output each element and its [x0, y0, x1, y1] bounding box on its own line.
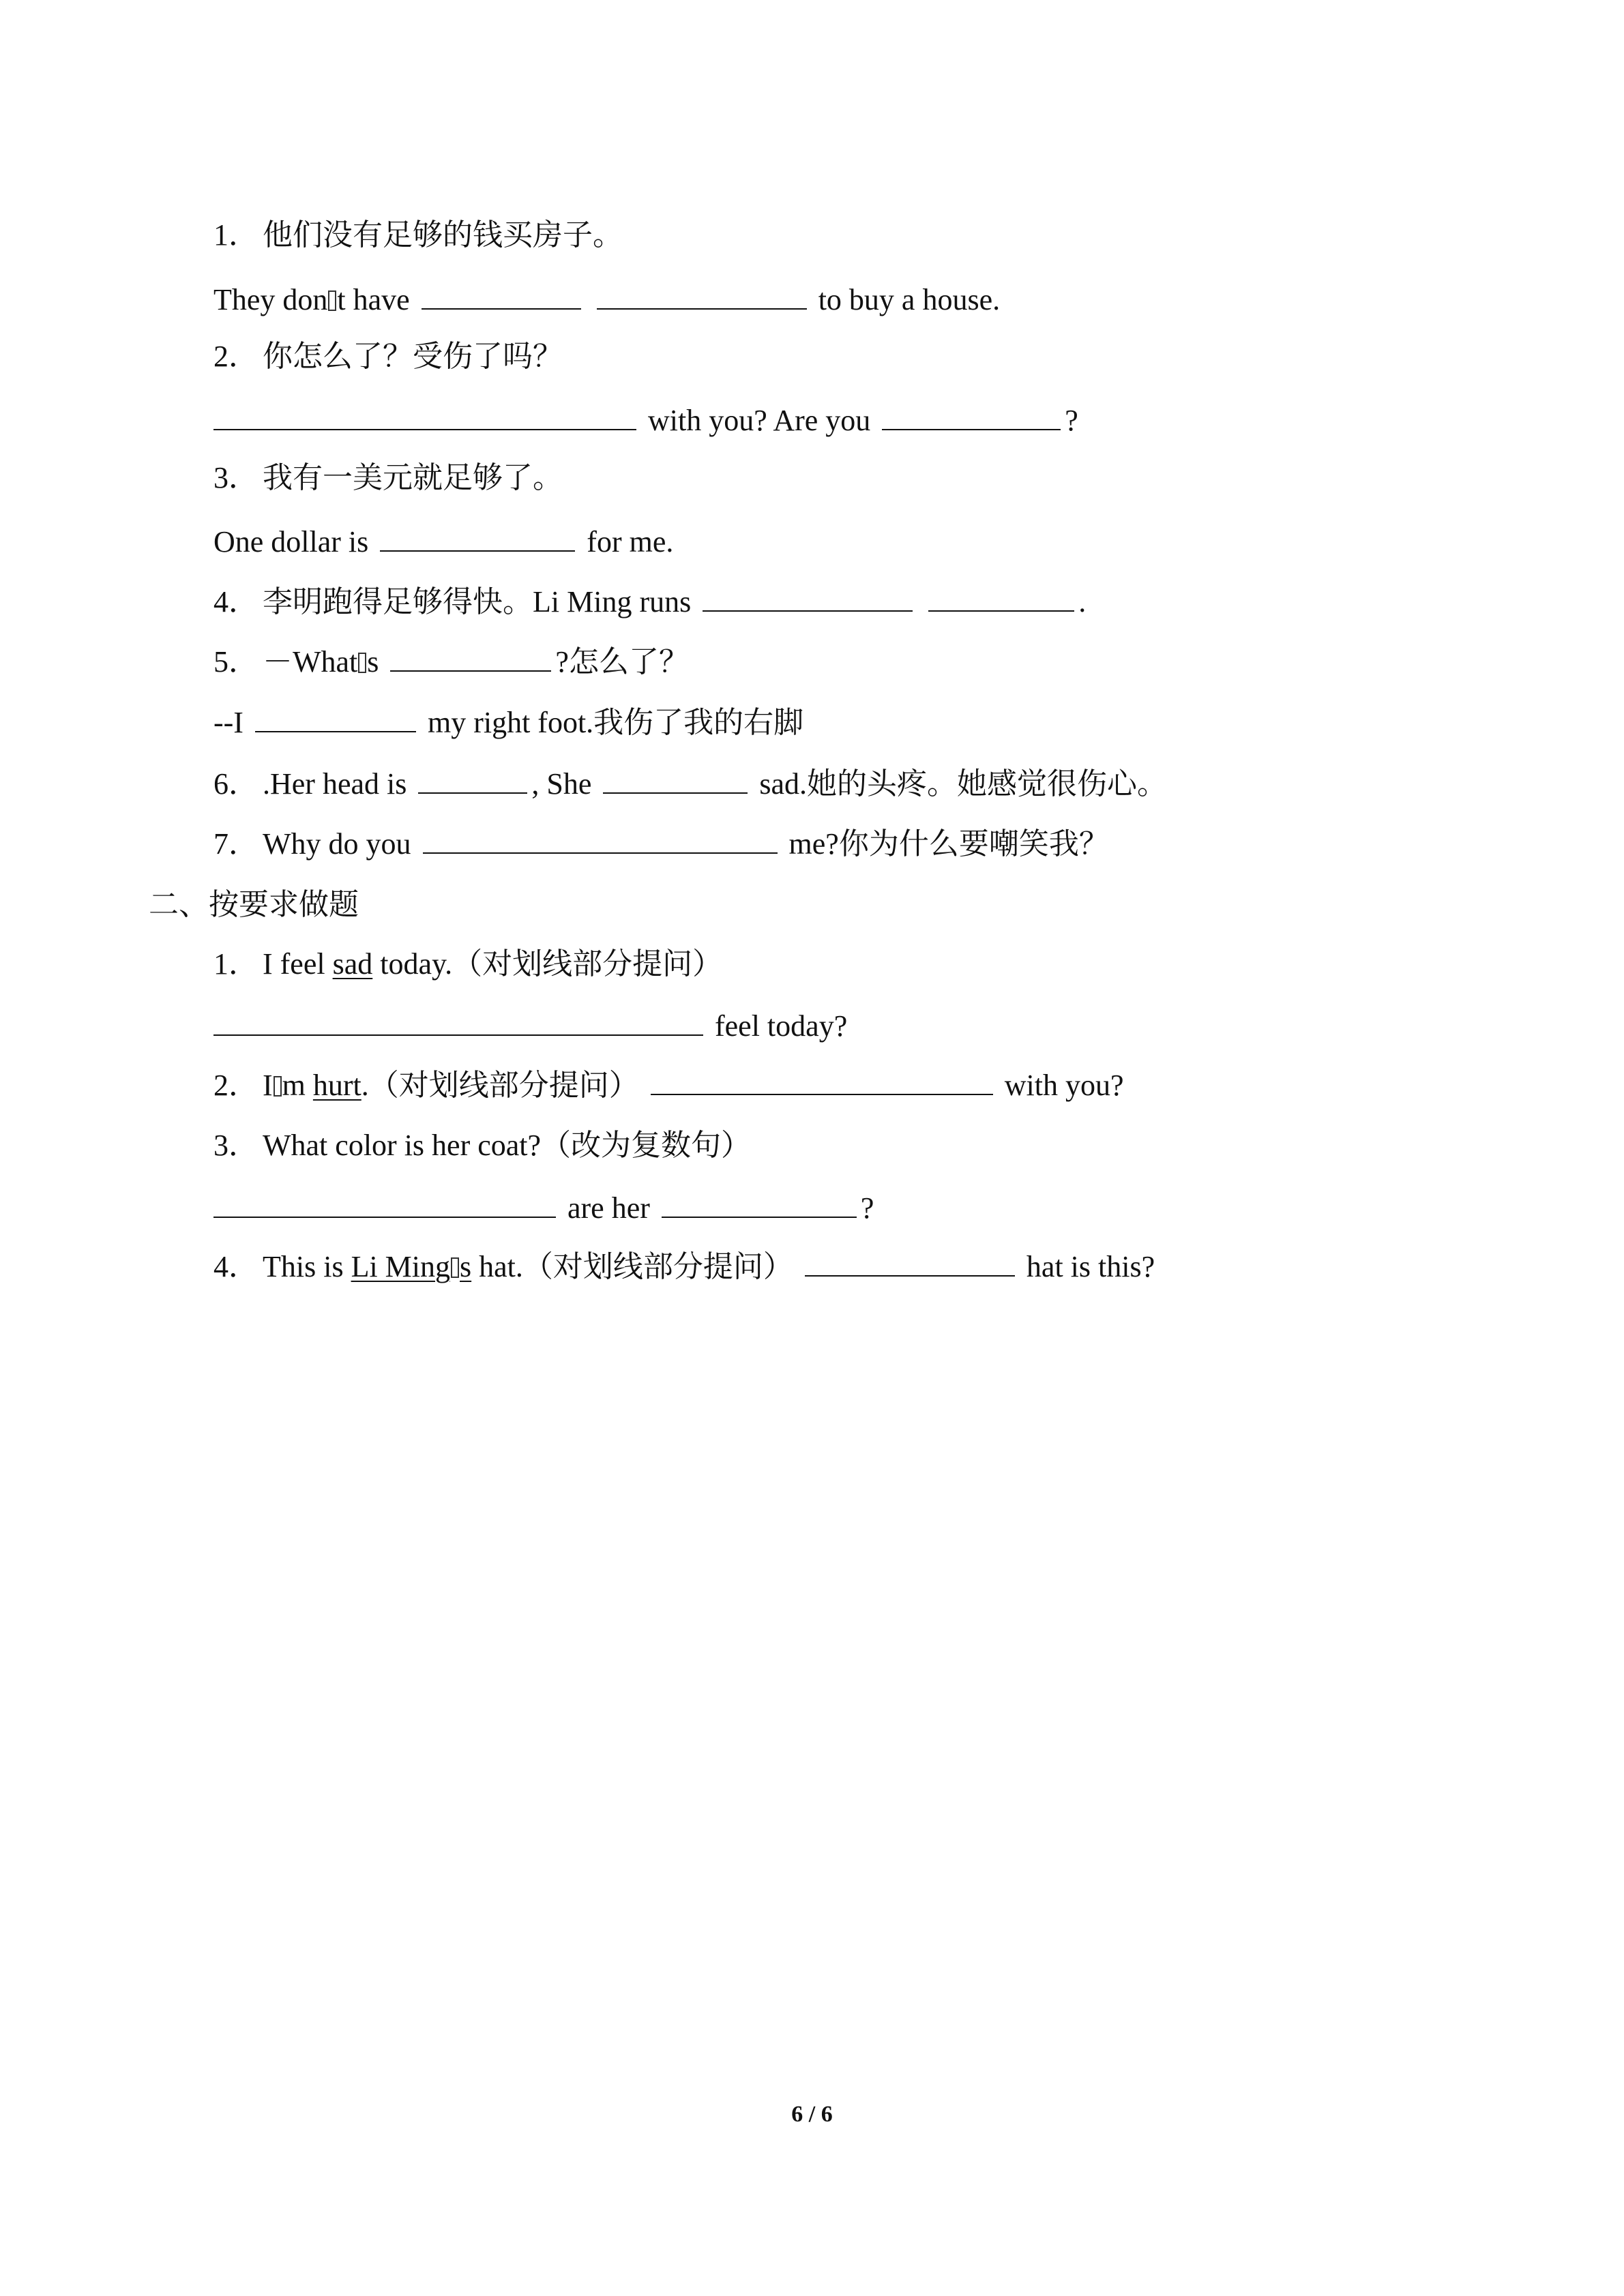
question-5-answer	[213, 702, 803, 743]
question-text: m	[282, 1069, 306, 1102]
question-text: I feel	[263, 947, 325, 981]
answer-blank[interactable]	[651, 1068, 993, 1095]
question-text: hat.（对划线部分提问）	[479, 1250, 793, 1283]
question-3-answer	[213, 522, 673, 563]
section-2-heading	[149, 884, 359, 925]
question-text: What color is her coat?（改为复数句）	[263, 1129, 752, 1162]
exercise-4	[213, 1247, 1155, 1287]
underlined-phrase	[351, 1250, 472, 1283]
section-title: 二、按要求做题	[149, 888, 359, 921]
answer-blank[interactable]	[390, 644, 551, 672]
question-number: 4．	[213, 1250, 259, 1283]
underlined-word: s	[460, 1250, 472, 1283]
exercise-3-answer	[213, 1188, 874, 1229]
answer-blank[interactable]	[703, 584, 913, 612]
question-7	[213, 824, 1109, 865]
answer-blank[interactable]	[380, 524, 575, 552]
missing-glyph-box	[328, 290, 336, 311]
answer-text: They don	[213, 283, 328, 316]
question-text: today.（对划线部分提问）	[380, 947, 723, 981]
question-number: 5．	[213, 645, 259, 679]
answer-blank[interactable]	[423, 826, 778, 854]
question-number: 7．	[213, 827, 259, 861]
exercise-2	[213, 1065, 1124, 1106]
answer-blank[interactable]	[422, 282, 581, 310]
question-number: 2．	[213, 340, 259, 373]
exercise-1-answer	[213, 1006, 847, 1047]
question-3-prompt	[213, 458, 563, 498]
exercise-3	[213, 1125, 751, 1166]
missing-glyph-box	[358, 653, 366, 673]
underlined-word: Li Ming	[351, 1250, 451, 1283]
question-number: 6．	[213, 767, 259, 801]
question-text: 我有一美元就足够了。	[263, 461, 563, 494]
answer-text: t have	[337, 283, 410, 316]
answer-text: feel today?	[715, 1009, 848, 1043]
answer-blank[interactable]	[213, 403, 636, 430]
question-5	[213, 642, 689, 683]
question-text: .（对划线部分提问）	[361, 1069, 639, 1102]
answer-text: hat is this?	[1026, 1250, 1155, 1283]
question-number: 4．	[213, 585, 259, 618]
question-1-answer	[213, 280, 1000, 320]
answer-blank[interactable]	[213, 1009, 703, 1036]
question-text: 他们没有足够的钱买房子。	[263, 218, 623, 252]
question-1-prompt	[213, 215, 623, 256]
answer-blank[interactable]	[928, 584, 1074, 612]
question-number: 1．	[213, 218, 259, 252]
question-text: Why do you	[263, 827, 411, 861]
question-number: 3．	[213, 461, 259, 494]
answer-blank[interactable]	[603, 766, 748, 794]
question-text: me?你为什么要嘲笑我？	[788, 827, 1109, 861]
page-number: 6 / 6	[791, 2102, 833, 2127]
question-4	[213, 582, 1086, 623]
question-text: 李明跑得足够得快。Li Ming runs	[263, 585, 692, 618]
missing-glyph-box	[451, 1257, 459, 1278]
question-text: , She	[531, 767, 592, 801]
answer-blank[interactable]	[213, 1191, 556, 1218]
question-number: 3．	[213, 1129, 259, 1162]
answer-text: are her	[567, 1191, 650, 1225]
missing-glyph-box	[274, 1076, 282, 1097]
answer-text: my right foot.我伤了我的右脚	[427, 706, 804, 739]
answer-text: --I	[213, 706, 243, 739]
answer-text: ?	[1065, 404, 1078, 437]
question-text: 你怎么了？受伤了吗？	[263, 340, 563, 373]
question-2-prompt	[213, 336, 563, 377]
question-2-answer	[213, 400, 1078, 441]
question-text: －What	[263, 645, 358, 679]
answer-blank[interactable]	[805, 1249, 1015, 1277]
answer-text: to buy a house.	[818, 283, 1001, 316]
question-6	[213, 764, 1167, 805]
answer-blank[interactable]	[418, 766, 527, 794]
question-text: sad.她的头疼。她感觉很伤心。	[759, 767, 1168, 801]
question-text: This is	[263, 1250, 344, 1283]
question-text: .Her head is	[263, 767, 407, 801]
answer-text: for me.	[587, 525, 674, 558]
underlined-word: sad	[332, 947, 373, 981]
question-number: 1．	[213, 947, 259, 981]
answer-text: ?	[860, 1191, 874, 1225]
answer-blank[interactable]	[597, 282, 807, 310]
answer-blank[interactable]	[255, 705, 416, 732]
answer-text: with you?	[1004, 1069, 1124, 1102]
exercise-1	[213, 944, 722, 985]
answer-blank[interactable]	[662, 1191, 857, 1218]
question-text: s	[367, 645, 379, 679]
underlined-word: hurt	[312, 1069, 361, 1102]
question-text: I	[263, 1069, 273, 1102]
question-text: ?怎么了？	[555, 645, 689, 679]
answer-blank[interactable]	[882, 403, 1061, 430]
answer-text: with you? Are you	[648, 404, 871, 437]
question-number: 2．	[213, 1069, 259, 1102]
answer-text: One dollar is	[213, 525, 369, 558]
question-text: .	[1078, 585, 1087, 618]
